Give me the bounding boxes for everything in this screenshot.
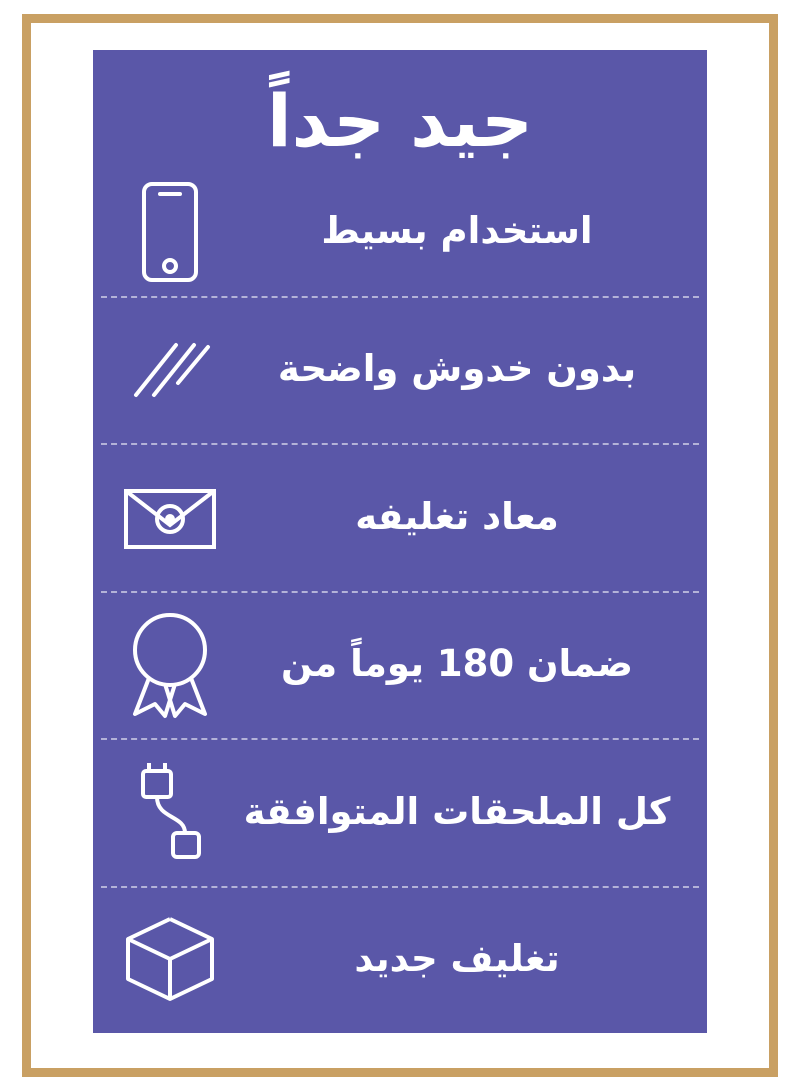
feature-label: تغليف جديد: [354, 937, 560, 981]
feature-label: ضمان 180 يوماً من: [280, 642, 633, 686]
feature-list: [93, 168, 707, 1033]
feature-label: كل الملحقات المتوافقة: [243, 789, 671, 833]
scratches-icon: [111, 310, 229, 428]
box-icon: [111, 900, 229, 1018]
smartphone-icon: [111, 173, 229, 291]
list-item: [93, 443, 707, 590]
list-item: [93, 738, 707, 885]
usb-cable-icon: [111, 753, 229, 871]
feature-card: [93, 50, 707, 1033]
feature-label: معاد تغليفه: [355, 494, 559, 538]
page-title: جيد جداً: [266, 79, 534, 163]
list-item: [93, 296, 707, 443]
list-item: [93, 168, 707, 296]
feature-label: بدون خدوش واضحة: [277, 347, 637, 391]
sealed-envelope-icon: [111, 458, 229, 576]
warranty-badge-icon: [111, 605, 229, 723]
list-item: [93, 886, 707, 1033]
feature-label: استخدام بسيط: [321, 209, 593, 253]
list-item: [93, 591, 707, 738]
